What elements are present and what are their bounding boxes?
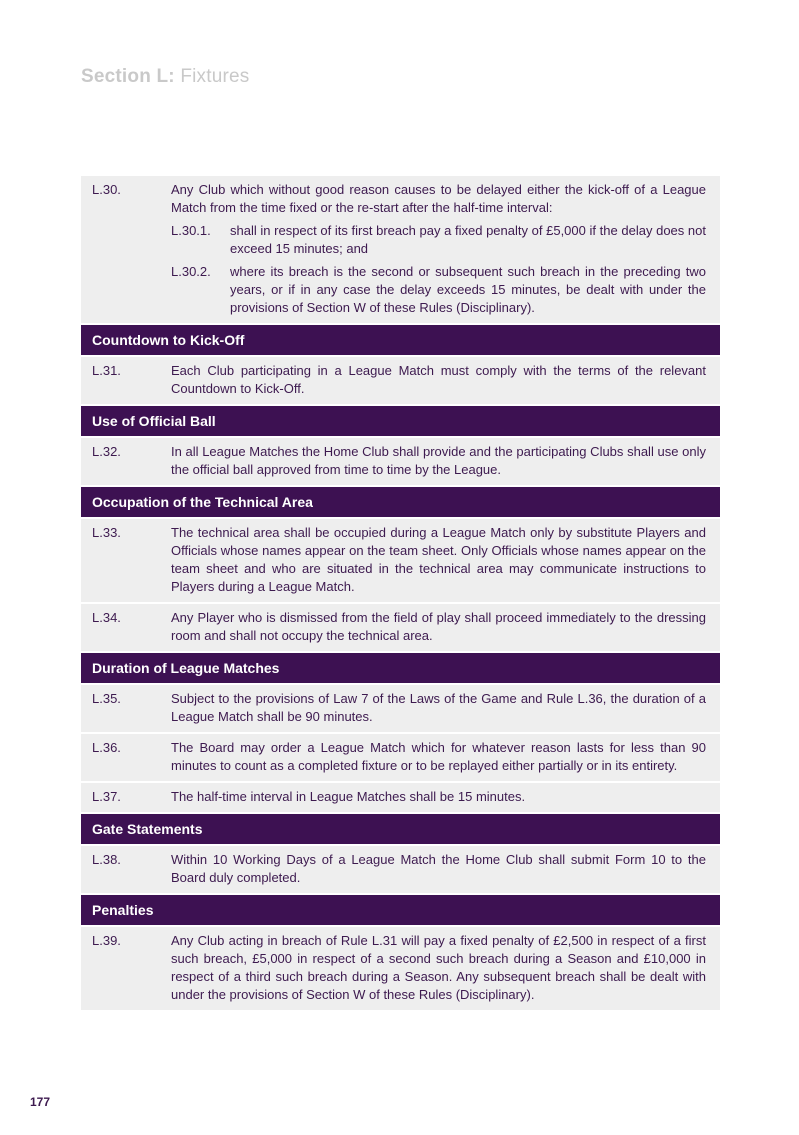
rule-l32 <box>81 438 720 485</box>
section-label: Section L: <box>81 66 175 87</box>
rule-text: Each Club participating in a League Match must comply with the terms of the relevant Countdown to Kick-Off. <box>171 363 706 396</box>
rule-text: The technical area shall be occupied during a League Match only by substitute Players and Officials whose names appear on the team sheet. Only Officials whose names appear on the team sheet and who are situated in the technical area may communicate instructions to Players during a League Match. <box>171 525 706 594</box>
rule-l31 <box>81 357 720 404</box>
rule-l38 <box>81 846 720 893</box>
rule-number: L.31. <box>92 363 121 378</box>
rule-text: Subject to the provisions of Law 7 of the Laws of the Game and Rule L.36, the duration of a League Match shall be 90 minutes. <box>171 691 706 724</box>
rule-number: L.37. <box>92 789 121 804</box>
rule-text: Any Player who is dismissed from the field of play shall proceed immediately to the dressing room and shall not occupy the technical area. <box>171 610 706 643</box>
rule-l36 <box>81 734 720 781</box>
rule-number: L.39. <box>92 933 121 948</box>
heading-duration: Duration of League Matches <box>81 653 720 683</box>
sub-rule-l30-2 <box>171 263 706 317</box>
rule-number: L.34. <box>92 610 121 625</box>
page-number: 177 <box>30 1095 51 1109</box>
rule-l37 <box>81 783 720 812</box>
rule-number: L.30. <box>92 182 121 197</box>
rule-text: Within 10 Working Days of a League Match the Home Club shall submit Form 10 to the Board duly completed. <box>171 852 706 885</box>
rule-text: Any Club which without good reason causes to be delayed either the kick-off of a League Match from the time fixed or the re-start after the half-time interval: <box>171 182 706 215</box>
rule-number: L.32. <box>92 444 121 459</box>
sub-rule-l30-1 <box>171 222 706 258</box>
sub-rule-number: L.30.1. <box>171 223 211 238</box>
rule-number: L.35. <box>92 691 121 706</box>
rule-l33 <box>81 519 720 602</box>
rule-number: L.36. <box>92 740 121 755</box>
rule-l34 <box>81 604 720 651</box>
rule-number: L.33. <box>92 525 121 540</box>
rule-number: L.38. <box>92 852 121 867</box>
sub-rule-text: shall in respect of its first breach pay a fixed penalty of £5,000 if the delay does not exceed 15 minutes; and <box>230 223 706 256</box>
heading-countdown: Countdown to Kick-Off <box>81 325 720 355</box>
rule-text: The half-time interval in League Matches shall be 15 minutes. <box>171 789 526 804</box>
rule-l39 <box>81 927 720 1010</box>
rule-text: The Board may order a League Match which for whatever reason lasts for less than 90 minutes to count as a completed fixture or to be replayed either partially or in its entirety. <box>171 740 706 773</box>
rule-text: In all League Matches the Home Club shall provide and the participating Clubs shall use only the official ball approved from time to time by the League. <box>171 444 706 477</box>
rule-l35 <box>81 685 720 732</box>
heading-official-ball: Use of Official Ball <box>81 406 720 436</box>
rule-text: Any Club acting in breach of Rule L.31 will pay a fixed penalty of £2,500 in respect of a first such breach, £5,000 in respect of a second such breach during a Season and £10,000 in respect of a third such breach during a Season. Any subsequent breach shall be dealt with under the provisions of Section W of these Rules (Disciplinary). <box>171 933 706 1002</box>
section-name: Fixtures <box>180 66 250 87</box>
section-title <box>81 66 250 88</box>
sub-rule-number: L.30.2. <box>171 264 211 279</box>
heading-penalties: Penalties <box>81 895 720 925</box>
sub-rule-text: where its breach is the second or subsequent such breach in the preceding two years, or if in any case the delay exceeds 15 minutes, be dealt with under the provisions of Section W of these Rules (Disciplinary). <box>230 264 706 315</box>
heading-technical-area: Occupation of the Technical Area <box>81 487 720 517</box>
heading-gate-statements: Gate Statements <box>81 814 720 844</box>
rule-l30 <box>81 176 720 323</box>
rules-content <box>81 176 720 1012</box>
